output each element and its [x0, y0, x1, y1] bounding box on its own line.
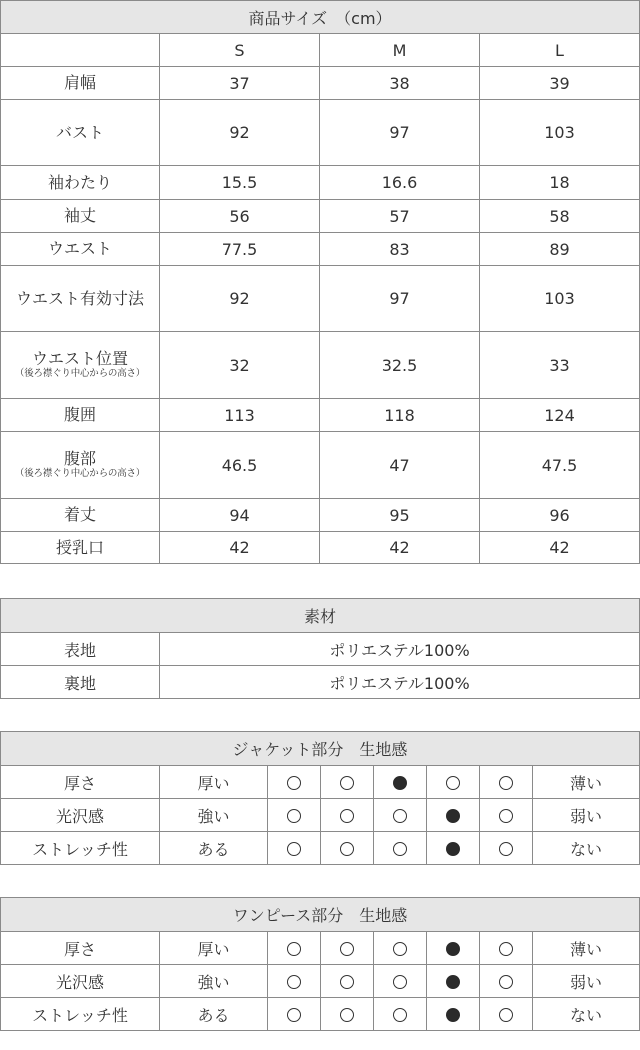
cell-value: 47.5: [480, 432, 640, 499]
scale-circle-icon: [287, 776, 301, 790]
scale-filled-circle-icon: [446, 1008, 460, 1022]
table-row: [1, 432, 640, 499]
cell-value: 89: [480, 233, 640, 266]
cell-value: 38: [320, 67, 480, 100]
table-row: [1, 266, 640, 332]
scale-circle-icon: [499, 1008, 513, 1022]
cell-value: 58: [480, 200, 640, 233]
cell-value: 124: [480, 399, 640, 432]
scale-circle-icon: [393, 842, 407, 856]
scale-cell: [374, 932, 427, 965]
table-row: [1, 100, 640, 166]
scale-circle-icon: [287, 842, 301, 856]
scale-cell: [427, 965, 480, 998]
scale-cell: [321, 965, 374, 998]
table-row: [1, 766, 640, 799]
row-label: 腹囲: [1, 399, 160, 432]
scale-cell: [268, 932, 321, 965]
size-header-s: S: [160, 34, 320, 67]
row-label-note: （後ろ襟ぐり中心からの高さ）: [14, 368, 146, 379]
scale-circle-icon: [393, 809, 407, 823]
scale-cell: [480, 932, 533, 965]
row-label: [1, 332, 160, 399]
scale-cell: [480, 766, 533, 799]
scale-filled-circle-icon: [446, 809, 460, 823]
row-label: バスト: [1, 100, 160, 166]
cell-value: 113: [160, 399, 320, 432]
table-row: [1, 200, 640, 233]
scale-left-label: 厚い: [160, 932, 268, 965]
table-row: [1, 666, 640, 699]
cell-value: 47: [320, 432, 480, 499]
scale-cell: [480, 832, 533, 865]
cell-value: 92: [160, 100, 320, 166]
table-row: [1, 633, 640, 666]
scale-circle-icon: [287, 975, 301, 989]
row-label-main: ウエスト位置: [31, 349, 128, 368]
scale-cell: [268, 799, 321, 832]
row-label: 袖わたり: [1, 166, 160, 200]
cell-value: 18: [480, 166, 640, 200]
scale-circle-icon: [340, 776, 354, 790]
row-label-main: 腹部: [63, 449, 96, 468]
cell-value: 103: [480, 266, 640, 332]
row-label: 裏地: [1, 666, 160, 699]
row-label: 着丈: [1, 499, 160, 532]
material-table-title: 素材: [1, 599, 640, 633]
scale-circle-icon: [340, 1008, 354, 1022]
scale-circle-icon: [446, 776, 460, 790]
scale-cell: [321, 799, 374, 832]
cell-value: 94: [160, 499, 320, 532]
table-row: [1, 532, 640, 564]
size-header-l: L: [480, 34, 640, 67]
scale-left-label: ある: [160, 832, 268, 865]
scale-cell: [374, 998, 427, 1031]
scale-circle-icon: [499, 842, 513, 856]
table-row: [1, 499, 640, 532]
scale-cell: [427, 766, 480, 799]
row-label: 授乳口: [1, 532, 160, 564]
table-row: [1, 332, 640, 399]
table-row: [1, 832, 640, 865]
cell-value: 15.5: [160, 166, 320, 200]
row-label: ウエスト: [1, 233, 160, 266]
onepiece-feel-title: ワンピース部分 生地感: [1, 898, 640, 932]
scale-filled-circle-icon: [393, 776, 407, 790]
row-label: ストレッチ性: [1, 998, 160, 1031]
table-row: [1, 399, 640, 432]
cell-value: 46.5: [160, 432, 320, 499]
cell-value: ポリエステル100%: [160, 633, 640, 666]
cell-value: 95: [320, 499, 480, 532]
row-label: 光沢感: [1, 965, 160, 998]
material-table: [0, 598, 640, 699]
scale-left-label: ある: [160, 998, 268, 1031]
scale-filled-circle-icon: [446, 842, 460, 856]
cell-value: 56: [160, 200, 320, 233]
row-label: ストレッチ性: [1, 832, 160, 865]
row-label: [1, 432, 160, 499]
scale-cell: [480, 965, 533, 998]
row-label: 光沢感: [1, 799, 160, 832]
scale-filled-circle-icon: [446, 975, 460, 989]
scale-circle-icon: [499, 942, 513, 956]
cell-value: 16.6: [320, 166, 480, 200]
scale-circle-icon: [393, 975, 407, 989]
scale-circle-icon: [340, 842, 354, 856]
cell-value: 33: [480, 332, 640, 399]
row-label: 肩幅: [1, 67, 160, 100]
table-row: [1, 166, 640, 200]
jacket-feel-table: [0, 731, 640, 865]
scale-right-label: 薄い: [533, 766, 640, 799]
scale-cell: [321, 932, 374, 965]
cell-value: 97: [320, 100, 480, 166]
scale-cell: [268, 998, 321, 1031]
row-label-note: （後ろ襟ぐり中心からの高さ）: [14, 468, 146, 479]
cell-value: 77.5: [160, 233, 320, 266]
scale-circle-icon: [340, 975, 354, 989]
cell-value: 92: [160, 266, 320, 332]
scale-circle-icon: [340, 809, 354, 823]
scale-right-label: ない: [533, 832, 640, 865]
scale-cell: [374, 766, 427, 799]
cell-value: 96: [480, 499, 640, 532]
onepiece-feel-table: [0, 897, 640, 1031]
scale-circle-icon: [393, 942, 407, 956]
table-row: [1, 233, 640, 266]
scale-cell: [480, 998, 533, 1031]
table-row: [1, 67, 640, 100]
scale-circle-icon: [287, 942, 301, 956]
scale-right-label: ない: [533, 998, 640, 1031]
cell-value: 57: [320, 200, 480, 233]
row-label: 厚さ: [1, 932, 160, 965]
scale-right-label: 弱い: [533, 965, 640, 998]
scale-left-label: 強い: [160, 799, 268, 832]
cell-value: 32.5: [320, 332, 480, 399]
scale-circle-icon: [499, 975, 513, 989]
scale-left-label: 強い: [160, 965, 268, 998]
cell-value: 42: [320, 532, 480, 564]
cell-value: ポリエステル100%: [160, 666, 640, 699]
cell-value: 118: [320, 399, 480, 432]
cell-value: 103: [480, 100, 640, 166]
row-label: 表地: [1, 633, 160, 666]
scale-cell: [427, 932, 480, 965]
scale-cell: [268, 832, 321, 865]
cell-value: 39: [480, 67, 640, 100]
cell-value: 83: [320, 233, 480, 266]
scale-filled-circle-icon: [446, 942, 460, 956]
table-row: [1, 932, 640, 965]
scale-circle-icon: [499, 776, 513, 790]
scale-circle-icon: [499, 809, 513, 823]
table-row: [1, 998, 640, 1031]
scale-circle-icon: [393, 1008, 407, 1022]
size-header-blank: [1, 34, 160, 67]
scale-circle-icon: [287, 1008, 301, 1022]
cell-value: 42: [160, 532, 320, 564]
scale-circle-icon: [340, 942, 354, 956]
scale-cell: [321, 832, 374, 865]
scale-right-label: 薄い: [533, 932, 640, 965]
table-row: [1, 965, 640, 998]
scale-cell: [427, 799, 480, 832]
cell-value: 37: [160, 67, 320, 100]
scale-right-label: 弱い: [533, 799, 640, 832]
jacket-feel-title: ジャケット部分 生地感: [1, 732, 640, 766]
scale-cell: [480, 799, 533, 832]
scale-cell: [374, 799, 427, 832]
scale-left-label: 厚い: [160, 766, 268, 799]
scale-cell: [374, 832, 427, 865]
cell-value: 97: [320, 266, 480, 332]
table-row: [1, 799, 640, 832]
scale-cell: [374, 965, 427, 998]
scale-cell: [427, 832, 480, 865]
size-table-title: 商品サイズ （cm）: [1, 1, 640, 34]
scale-cell: [427, 998, 480, 1031]
row-label: 厚さ: [1, 766, 160, 799]
scale-cell: [321, 998, 374, 1031]
size-header-m: M: [320, 34, 480, 67]
cell-value: 32: [160, 332, 320, 399]
scale-circle-icon: [287, 809, 301, 823]
row-label: ウエスト有効寸法: [1, 266, 160, 332]
scale-cell: [268, 766, 321, 799]
row-label: 袖丈: [1, 200, 160, 233]
cell-value: 42: [480, 532, 640, 564]
scale-cell: [268, 965, 321, 998]
scale-cell: [321, 766, 374, 799]
